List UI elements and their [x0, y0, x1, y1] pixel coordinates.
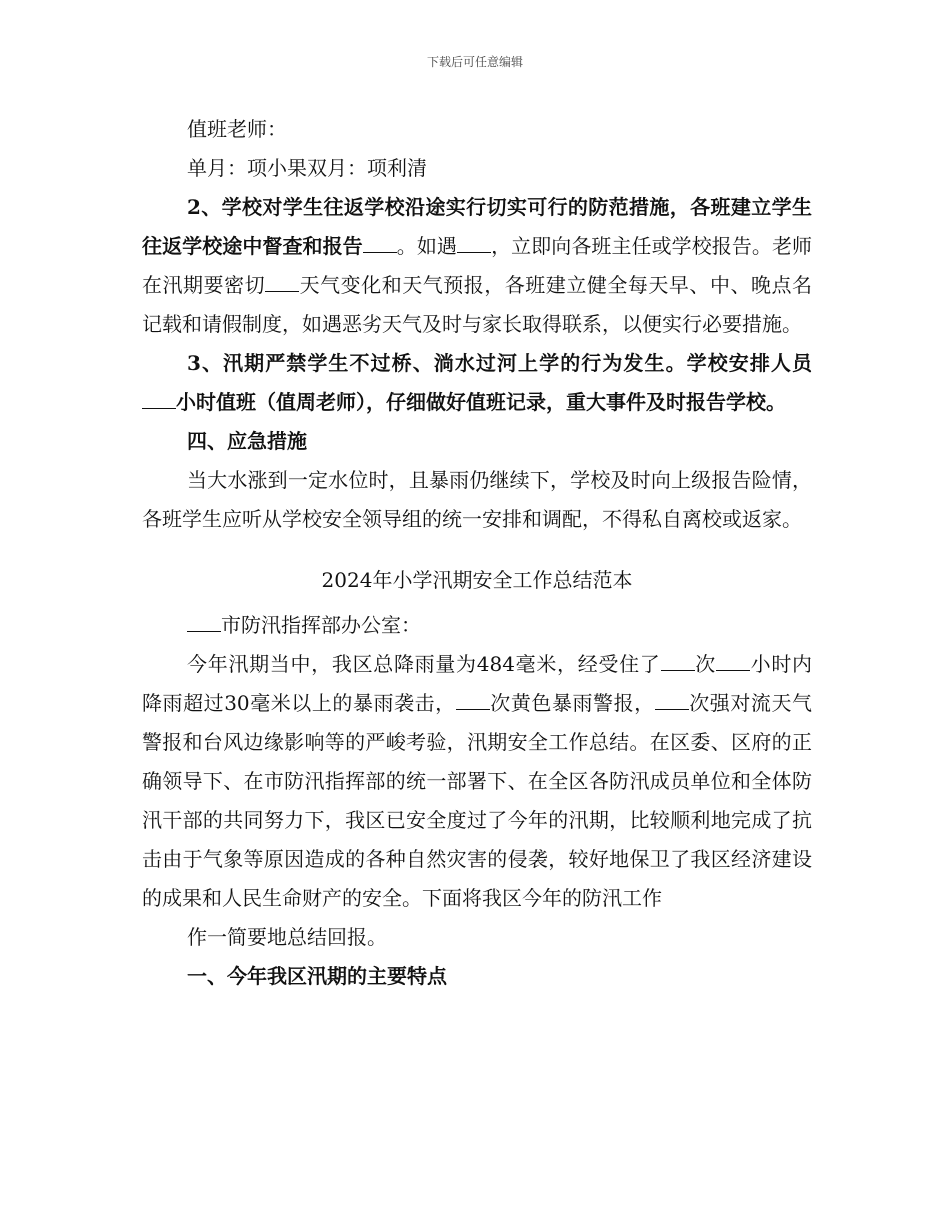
blank-line: [142, 384, 176, 409]
document-title: 2024年小学汛期安全工作总结范本: [321, 568, 633, 592]
duty-teacher-label: 值班老师：: [187, 117, 287, 141]
blank-line: [363, 228, 397, 253]
paragraph-item-3: [142, 344, 812, 422]
blank-line: [265, 267, 299, 292]
blank-line: [655, 685, 689, 710]
section-heading-emergency: 四、应急措施: [187, 429, 307, 453]
item-3-text-2: 小时值班（值周老师），仔细做好值班记录，重大事件及时报告学校。: [176, 390, 786, 414]
item-2-text-2: 如遇: [416, 234, 457, 258]
page-header: 下载后可任意编辑: [426, 55, 523, 69]
summary-text-2: 次: [694, 652, 716, 676]
blank-line: [456, 685, 490, 710]
summary-text-4: 次黄色暴雨警报，: [489, 691, 655, 715]
item-2-bold-text: 2、学校对学生往返学校沿途实行切实可行的防范措施，各班建立学生往返学校途中督查和报告: [142, 195, 812, 258]
document-body: [142, 110, 812, 996]
item-2-text-3: ，立即向各班主任或学校报告。老师在汛期要密切: [142, 234, 813, 297]
summary-continuation: 作一简要地总结回报。: [187, 925, 387, 949]
paragraph-item-2: [142, 188, 812, 344]
addressee-text: 市防汛指挥部办公室：: [221, 613, 421, 637]
blank-line: [457, 228, 491, 253]
summary-text-5: 次强对流天气警报和台风边缘影响等的严峻考验，汛期安全工作总结。在区委、区府的正确领导下、在市防汛指挥部的统一部署下、在全区各防汛成员单位和全体防汛干部的共同努力下，我区已安全度过了今年的汛期，比较顺利地完成了抗击由于气象等原因造成的各种自然灾害的侵袭，较好地保卫了我区经济建设的成果和人民生命财产的安全。下面将我区今年的防汛工作: [142, 691, 813, 910]
emergency-paragraph: 当大水涨到一定水位时，且暴雨仍继续下，学校及时向上级报告险情，各班学生应听从学校安全领导组的统一安排和调配，不得私自离校或返家。: [142, 468, 812, 531]
section-heading-features: 一、今年我区汛期的主要特点: [187, 964, 447, 988]
blank-line: [187, 607, 221, 632]
summary-text-1: 今年汛期当中，我区总降雨量为484毫米，经受住了: [187, 652, 661, 676]
summary-text-3: 小时内降雨超过30毫米以上的暴雨袭击，: [142, 652, 813, 715]
blank-line: [716, 646, 750, 671]
item-2-text-4: 天气变化和天气预报，各班建立健全每天早、中、晚点名记载和请假制度，如遇恶劣天气及时与家长取得联系，以便实行必要措施。: [142, 273, 813, 336]
summary-paragraph: [142, 645, 812, 918]
item-2-text-1: 。: [396, 234, 417, 258]
duty-schedule: 单月：项小果双月：项利清: [187, 156, 427, 180]
blank-line: [661, 646, 695, 671]
addressee: [142, 606, 812, 645]
item-3-text-1: 3、汛期严禁学生不过桥、淌水过河上学的行为发生。学校安排人员: [187, 351, 812, 375]
